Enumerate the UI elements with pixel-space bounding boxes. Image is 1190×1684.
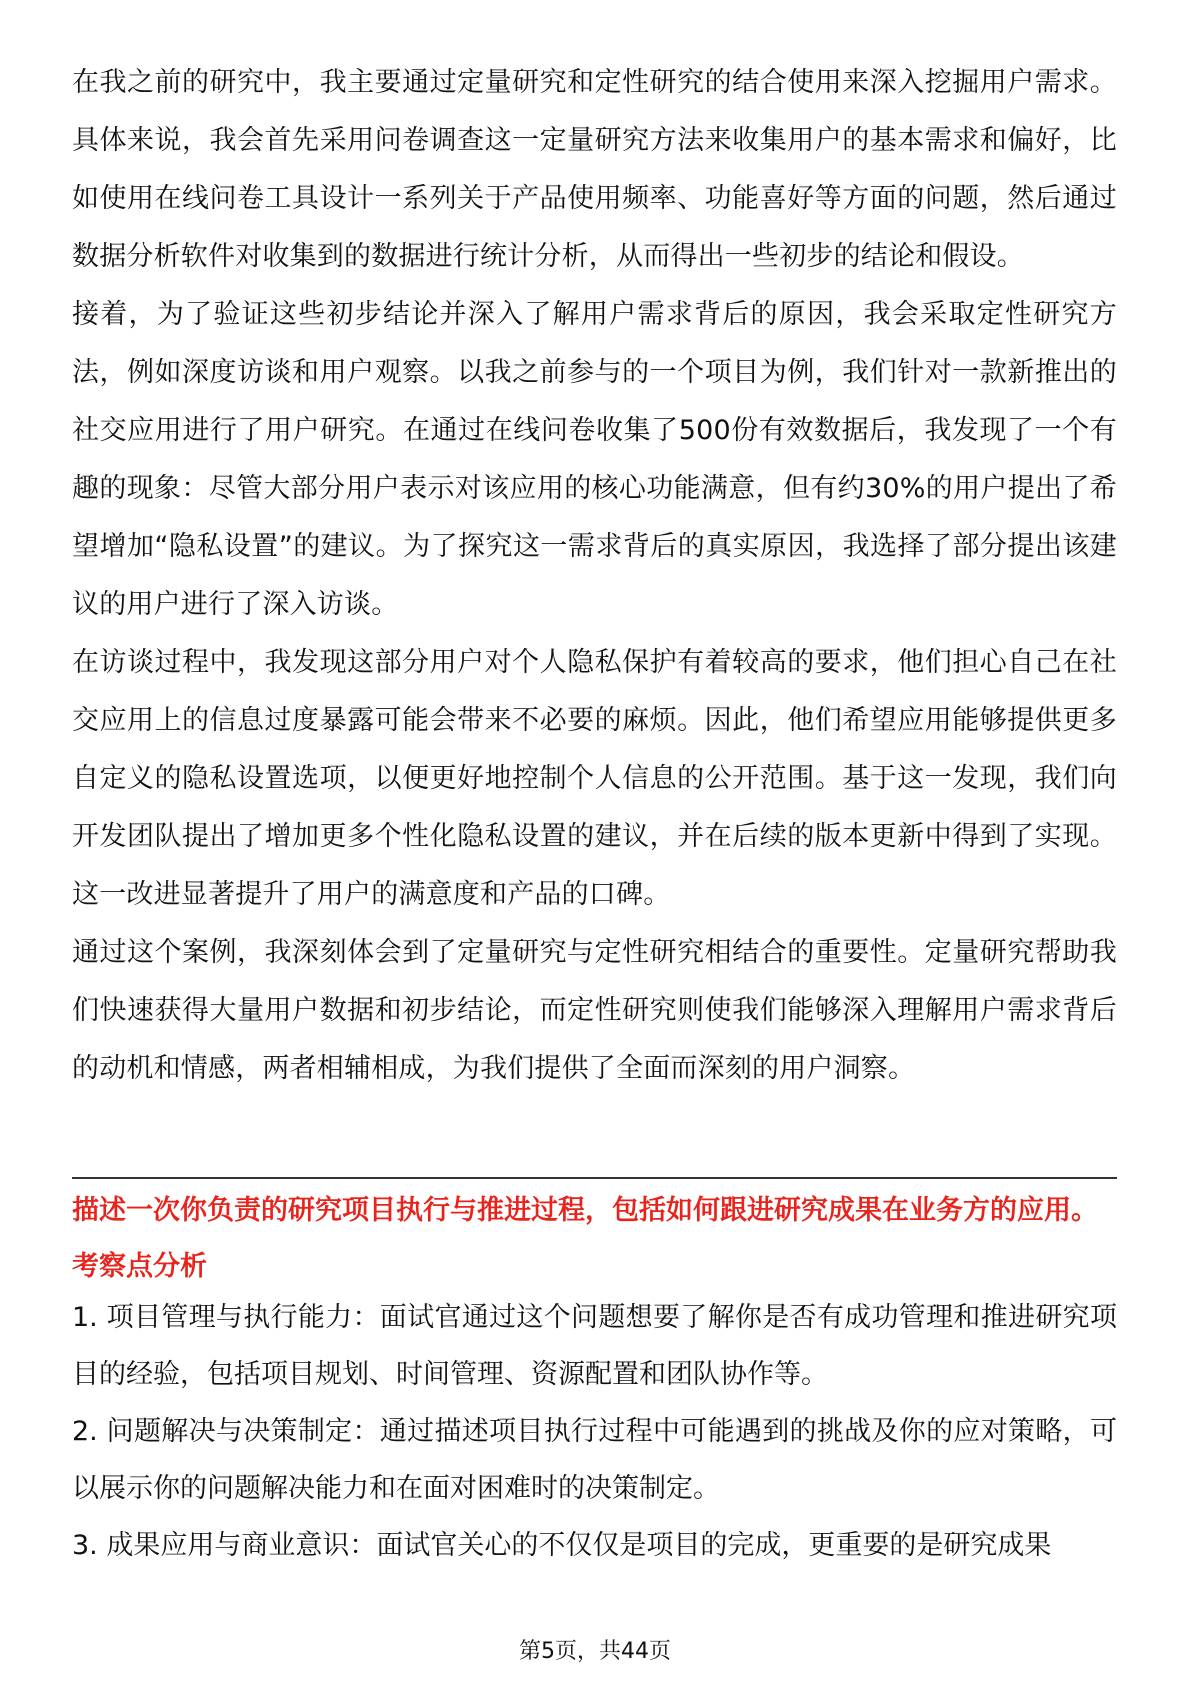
answer-paragraph-2: 接着，为了验证这些初步结论并深入了解用户需求背后的原因，我会采取定性研究方法，例如深度访谈和用户观察。以我之前参与的一个项目为例，我们针对一款新推出的社交应用进行了用户研究。在通过在线问卷收集了500份有效数据后，我发现了一个有趣的现象：尽管大部分用户表示对该应用的核心功能满意，但有约30%的用户提出了希望增加“隐私设置”的建议。为了探究这一需求背后的真实原因，我选择了部分提出该建议的用户进行了深入访谈。 <box>72 299 1117 620</box>
analysis-title: 考察点分析 <box>72 1251 207 1282</box>
analysis-item-2: 2. 问题解决与决策制定：通过描述项目执行过程中可能遇到的挑战及你的应对策略，可以展示你的问题解决能力和在面对困难时的决策制定。 <box>72 1416 1117 1504</box>
answer-paragraph-1: 在我之前的研究中，我主要通过定量研究和定性研究的结合使用来深入挖掘用户需求。具体来说，我会首先采用问卷调查这一定量研究方法来收集用户的基本需求和偏好，比如使用在线问卷工具设计一系列关于产品使用频率、功能喜好等方面的问题，然后通过数据分析软件对收集到的数据进行统计分析，从而得出一些初步的结论和假设。 <box>72 67 1117 272</box>
section-divider <box>72 1177 1117 1179</box>
question-section <box>72 1192 1117 1574</box>
page-footer: 第5页，共44页 <box>519 1639 671 1664</box>
answer-paragraph-3: 在访谈过程中，我发现这部分用户对个人隐私保护有着较高的要求，他们担心自己在社交应用上的信息过度暴露可能会带来不必要的麻烦。因此，他们希望应用能够提供更多自定义的隐私设置选项，以便更好地控制个人信息的公开范围。基于这一发现，我们向开发团队提出了增加更多个性化隐私设置的建议，并在后续的版本更新中得到了实现。这一改进显著提升了用户的满意度和产品的口碑。 <box>72 647 1117 910</box>
analysis-item-1: 1. 项目管理与执行能力：面试官通过这个问题想要了解你是否有成功管理和推进研究项目的经验，包括项目规划、时间管理、资源配置和团队协作等。 <box>72 1302 1117 1390</box>
answer-paragraph-4: 通过这个案例，我深刻体会到了定量研究与定性研究相结合的重要性。定量研究帮助我们快速获得大量用户数据和初步结论，而定性研究则使我们能够深入理解用户需求背后的动机和情感，两者相辅相成，为我们提供了全面而深刻的用户洞察。 <box>72 937 1117 1084</box>
analysis-item-3: 3. 成果应用与商业意识：面试官关心的不仅仅是项目的完成，更重要的是研究成果 <box>72 1530 1052 1561</box>
question-heading: 描述一次你负责的研究项目执行与推进过程，包括如何跟进研究成果在业务方的应用。 <box>72 1195 1098 1226</box>
answer-body <box>72 54 1117 1098</box>
